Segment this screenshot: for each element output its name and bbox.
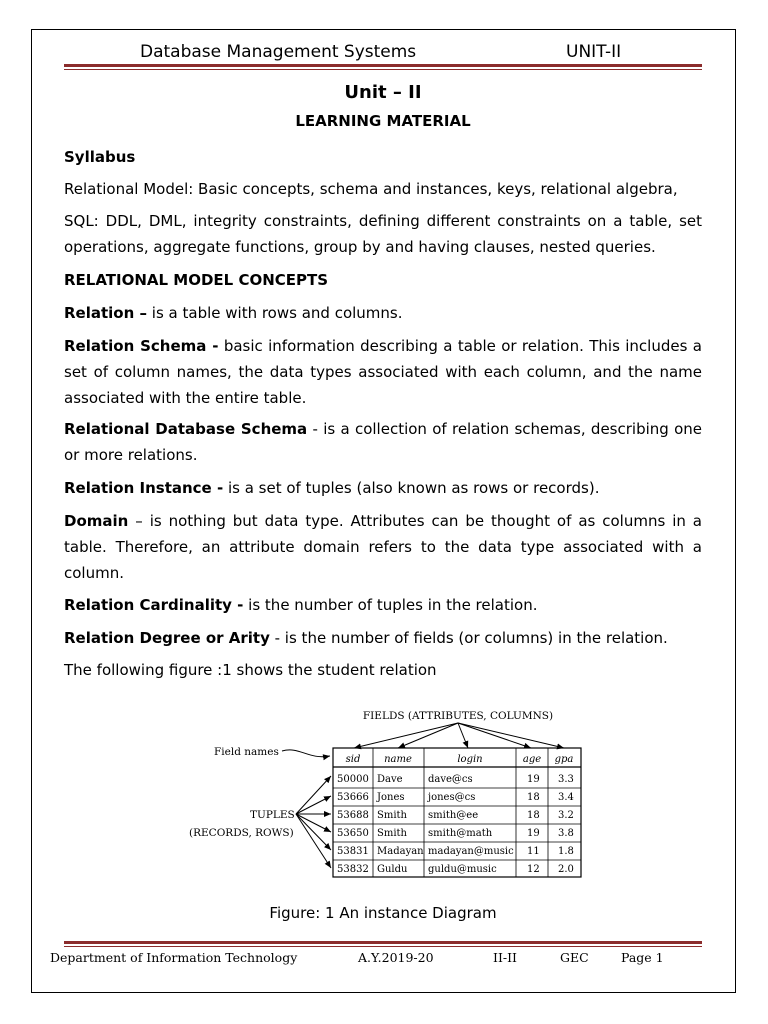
table-cell: Smith <box>377 810 407 821</box>
table-cell: 53650 <box>337 828 369 839</box>
table-header-cell: gpa <box>554 754 574 765</box>
term: Domain <box>64 512 129 530</box>
definition-text: - is a collection of relation schemas, describing one or more relations. <box>64 420 702 464</box>
table-cell: 1.8 <box>558 846 574 857</box>
table-cell: Guldu <box>377 864 408 875</box>
table-cell: Madayan <box>377 846 424 857</box>
field-arrows <box>354 723 564 748</box>
table-cell: 11 <box>527 846 540 857</box>
table-header-cell: sid <box>345 754 361 765</box>
table-cell: smith@ee <box>428 810 479 821</box>
definition-text: is a set of tuples (also known as rows or records). <box>223 479 600 497</box>
table-cell: smith@math <box>428 828 493 839</box>
table-cell: 3.3 <box>558 774 574 785</box>
header-unit: UNIT-II <box>566 42 622 62</box>
table-cell: 53688 <box>337 810 369 821</box>
footer-rule <box>64 941 702 944</box>
footer-page: Page 1 <box>621 950 664 965</box>
footer-year: A.Y.2019-20 <box>358 950 434 965</box>
unit-heading: Unit – II <box>344 82 422 103</box>
definition-text: - is the number of fields (or columns) in the relation. <box>269 629 668 647</box>
table-cell: Smith <box>377 828 407 839</box>
table-cell: 19 <box>527 774 540 785</box>
term: Relation Cardinality - <box>64 596 244 614</box>
definition-text: basic information describing a table or relation. This includes a set of column names, the data types associated with each column, and the name associated with the entire table. <box>64 337 702 407</box>
footer-department: Department of Information Technology <box>50 950 298 965</box>
table-cell: 53832 <box>337 864 369 875</box>
table-cell: 3.8 <box>558 828 574 839</box>
table-header-cell: login <box>457 754 483 765</box>
term: Relational Database Schema <box>64 420 308 438</box>
footer-semester: II-II <box>493 950 517 965</box>
table-cell: 53666 <box>337 792 369 803</box>
syllabus-label: Syllabus <box>64 148 136 166</box>
table-cell: madayan@music <box>428 846 514 857</box>
definition-text: – is nothing but data type. Attributes can be thought of as columns in a table. Therefore, an attribute domain refers to the data type associated with a column. <box>64 512 702 582</box>
figure-caption: Figure: 1 An instance Diagram <box>269 904 497 922</box>
header-title: Database Management Systems <box>140 42 417 62</box>
tuples-label: TUPLES <box>250 809 295 821</box>
table-cell: 2.0 <box>558 864 574 875</box>
section-title: RELATIONAL MODEL CONCEPTS <box>64 271 329 289</box>
table-header-cell: age <box>522 754 542 765</box>
table-cell: 3.4 <box>558 792 574 803</box>
definition-text: is a table with rows and columns. <box>147 304 403 322</box>
table-cell: guldu@music <box>428 864 497 875</box>
field-names-arrow <box>282 750 330 757</box>
fields-label: FIELDS (ATTRIBUTES, COLUMNS) <box>362 710 554 722</box>
definition-text: is the number of tuples in the relation. <box>243 596 538 614</box>
syllabus-line-1: Relational Model: Basic concepts, schema and instances, keys, relational algebra, <box>64 180 678 198</box>
table-cell: 19 <box>527 828 540 839</box>
tuple-arrows <box>296 776 331 868</box>
table-cell: jones@cs <box>428 792 476 803</box>
footer-rule-thin <box>64 946 702 947</box>
table-cell: 18 <box>527 810 540 821</box>
term: Relation Degree or Arity <box>64 629 270 647</box>
page-subtitle: LEARNING MATERIAL <box>295 112 471 130</box>
table-header-cell: name <box>384 754 412 765</box>
table-cell: dave@cs <box>428 774 473 785</box>
table-cell: 50000 <box>337 774 369 785</box>
records-label: (RECORDS, ROWS) <box>189 827 294 839</box>
footer-college: GEC <box>560 950 589 965</box>
table-cell: 18 <box>527 792 540 803</box>
term: Relation Instance - <box>64 479 224 497</box>
term: Relation Schema - <box>64 337 219 355</box>
table-cell: Jones <box>377 792 405 803</box>
table-cell: Dave <box>377 774 403 785</box>
table-cell: 12 <box>527 864 540 875</box>
figure-intro: The following figure :1 shows the student relation <box>64 661 437 679</box>
field-names-label: Field names <box>214 746 279 758</box>
syllabus-line-2: SQL: DDL, DML, integrity constraints, defining different constraints on a table, set operations, aggregate functions, group by and having clauses, nested queries. <box>64 212 702 256</box>
table-cell: 53831 <box>337 846 369 857</box>
table-cell: 3.2 <box>558 810 574 821</box>
relation-table <box>337 754 574 875</box>
term: Relation – <box>64 304 148 322</box>
